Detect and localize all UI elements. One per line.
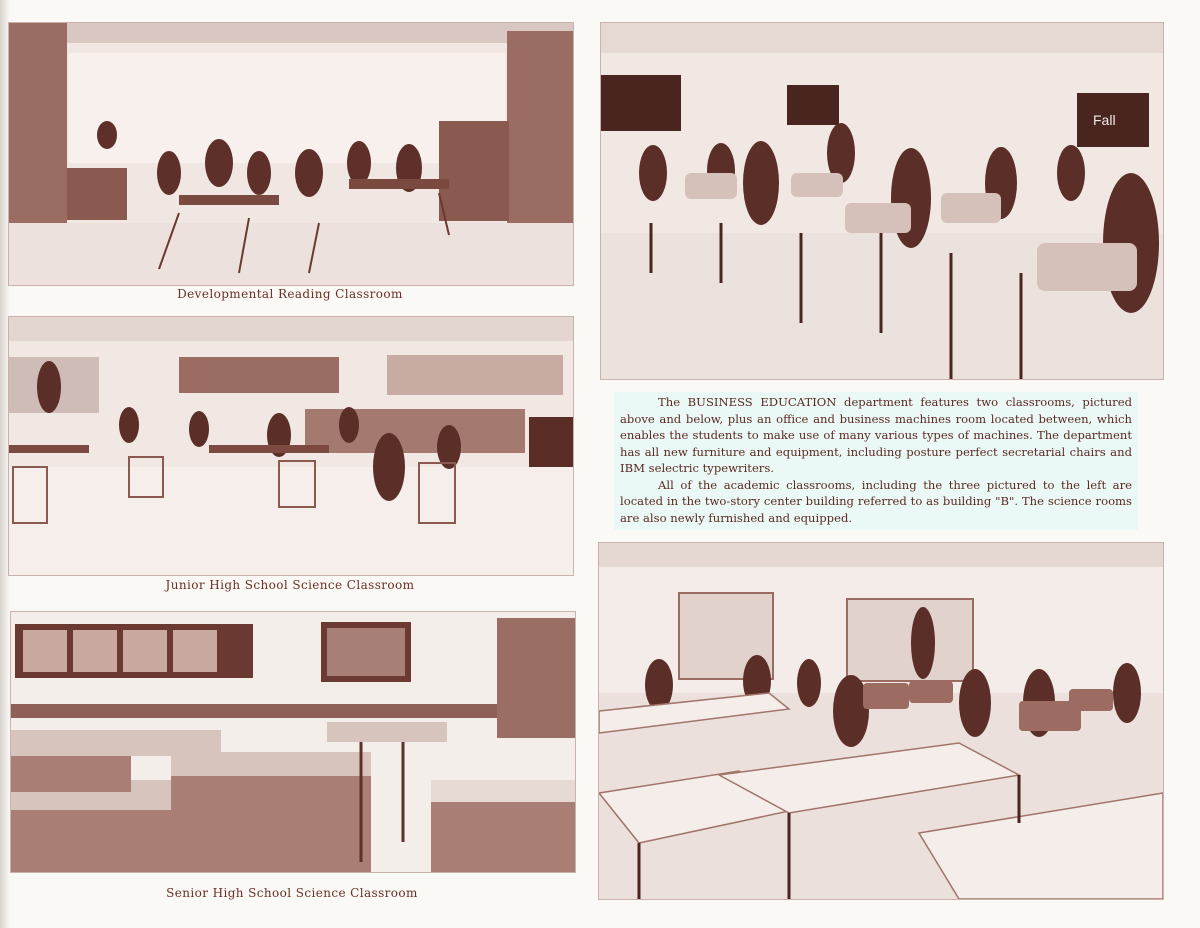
description-paragraph-2: All of the academic classrooms, including the three pictured to the left are located in the two-story center building referred to as building "B". The science rooms are also newly furnished and equipped.: [620, 477, 1132, 525]
description-paragraph-1: The BUSINESS EDUCATION department features two classrooms, pictured above and below, plus an office and business machines room located between, which enables the students to make use of many various types of machines. The department has all new furniture and equipment, including posture perfect secretarial chairs and IBM selectric typewriters.: [620, 395, 1132, 475]
junior-science-classroom-photo: [8, 316, 574, 576]
senior-science-classroom-caption: Senior High School Science Classroom: [166, 886, 418, 900]
reading-classroom-caption: Developmental Reading Classroom: [177, 287, 403, 301]
business-classroom-bottom-photo: [598, 542, 1164, 900]
junior-science-classroom-caption: Junior High School Science Classroom: [165, 578, 415, 592]
fall-sign-text: Fall: [1093, 112, 1116, 128]
senior-science-classroom-photo: [10, 611, 576, 873]
reading-classroom-photo: [8, 22, 574, 286]
business-education-description: [614, 392, 1138, 530]
business-classroom-top-photo: [600, 22, 1164, 380]
